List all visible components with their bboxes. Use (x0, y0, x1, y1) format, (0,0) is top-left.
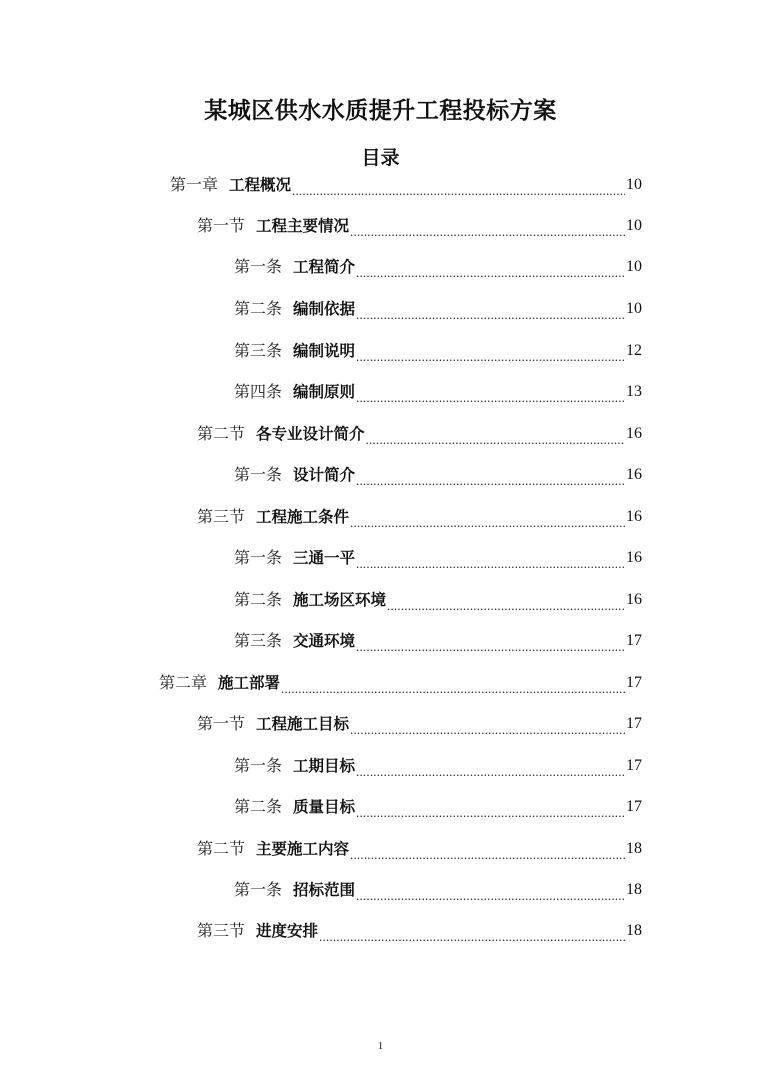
toc-entry-title: 招标范围 (293, 881, 356, 899)
toc-entry-number: 第二节 (197, 424, 246, 443)
toc-entry-number: 第二条 (234, 590, 283, 609)
toc-entry-title: 三通一平 (293, 549, 356, 567)
toc-entry[interactable] (234, 338, 642, 364)
toc-entry[interactable] (234, 587, 642, 613)
toc-leader-dots (356, 462, 625, 488)
toc-entry[interactable] (234, 545, 642, 571)
toc-entry-number: 第二条 (234, 797, 283, 816)
toc-entry-page: 16 (626, 508, 642, 525)
toc-leader-dots (281, 670, 625, 696)
toc-entry-title: 施工场区环境 (293, 591, 387, 609)
toc-entry-page: 13 (626, 383, 642, 400)
toc-leader-dots (356, 338, 625, 364)
toc-leader-dots (292, 172, 625, 198)
toc-entry-title: 工程简介 (293, 258, 356, 276)
toc-leader-dots (356, 545, 625, 571)
toc-entry[interactable] (234, 462, 642, 488)
toc-entry-title: 交通环境 (293, 632, 356, 650)
toc-entry-page: 10 (626, 258, 642, 275)
toc-entry[interactable] (197, 421, 642, 447)
toc-entry[interactable] (234, 628, 642, 654)
toc-leader-dots (350, 836, 625, 862)
toc-entry-title: 工程主要情况 (256, 217, 350, 235)
toc-entry[interactable] (159, 670, 642, 696)
toc-entry-page: 18 (626, 922, 642, 939)
toc-entry-page: 17 (626, 715, 642, 732)
toc-entry-title: 各专业设计简介 (256, 425, 365, 443)
toc-entry-title: 编制依据 (293, 300, 356, 318)
toc-entry-page: 16 (626, 466, 642, 483)
toc-entry-number: 第三条 (234, 631, 283, 650)
toc-entry-number: 第四条 (234, 382, 283, 401)
toc-leader-dots (356, 794, 625, 820)
toc-entry[interactable] (197, 918, 642, 944)
toc-entry-title: 质量目标 (293, 798, 356, 816)
toc-entry-page: 10 (626, 176, 642, 193)
toc-entry-title: 主要施工内容 (256, 840, 350, 858)
toc-entry[interactable] (234, 877, 642, 903)
toc-entry-number: 第三条 (234, 341, 283, 360)
toc-leader-dots (387, 587, 625, 613)
toc-entry-title: 工程概况 (229, 176, 292, 194)
page-number: 1 (377, 1040, 384, 1052)
toc-entry[interactable] (234, 379, 642, 405)
toc-leader-dots (350, 711, 625, 737)
toc-leader-dots (366, 421, 625, 447)
toc-entry-page: 16 (626, 549, 642, 566)
toc-entry-title: 工程施工条件 (256, 508, 350, 526)
toc-leader-dots (319, 918, 625, 944)
toc-entry-number: 第一条 (234, 465, 283, 484)
toc-entry-page: 17 (626, 757, 642, 774)
toc-entry-page: 18 (626, 840, 642, 857)
toc-entry-page: 18 (626, 881, 642, 898)
toc-entry-title: 编制原则 (293, 383, 356, 401)
toc-leader-dots (356, 379, 625, 405)
toc-entry[interactable] (234, 753, 642, 779)
toc-entry-title: 工期目标 (293, 757, 356, 775)
toc-entry-title: 进度安排 (256, 922, 319, 940)
toc-entry-number: 第一条 (234, 257, 283, 276)
toc-entry[interactable] (234, 794, 642, 820)
toc-entry-page: 16 (626, 591, 642, 608)
toc-entry[interactable] (197, 711, 642, 737)
toc-leader-dots (356, 254, 625, 280)
toc-entry-title: 工程施工目标 (256, 715, 350, 733)
toc-entry-number: 第一节 (197, 714, 246, 733)
toc-leader-dots (350, 504, 625, 530)
toc-entry-page: 17 (626, 674, 642, 691)
toc-entry[interactable] (170, 172, 642, 198)
toc-entry-page: 10 (626, 300, 642, 317)
toc-entry[interactable] (197, 213, 642, 239)
toc-leader-dots (356, 628, 625, 654)
toc-leader-dots (356, 877, 625, 903)
toc-entry[interactable] (197, 836, 642, 862)
toc-entry-number: 第一节 (197, 216, 246, 235)
toc-entry-title: 编制说明 (293, 342, 356, 360)
toc-entry[interactable] (197, 504, 642, 530)
toc-entry-page: 16 (626, 425, 642, 442)
toc-entry-page: 12 (626, 342, 642, 359)
toc-entry-number: 第一条 (234, 756, 283, 775)
toc-entry[interactable] (234, 296, 642, 322)
toc-entry-page: 10 (626, 217, 642, 234)
toc-entry[interactable] (234, 254, 642, 280)
toc-entry-title: 施工部署 (218, 674, 281, 692)
toc-entry-page: 17 (626, 798, 642, 815)
toc-entry-number: 第一条 (234, 880, 283, 899)
toc-entry-title: 设计简介 (293, 466, 356, 484)
toc-leader-dots (350, 213, 625, 239)
toc-leader-dots (356, 753, 625, 779)
toc-entry-number: 第二章 (159, 673, 208, 692)
toc-leader-dots (356, 296, 625, 322)
toc-entry-number: 第一章 (170, 175, 219, 194)
toc-heading: 目录 (361, 147, 400, 169)
document-title: 某城区供水水质提升工程投标方案 (204, 98, 557, 124)
toc-entry-number: 第三节 (197, 507, 246, 526)
toc-entry-page: 17 (626, 632, 642, 649)
toc-entry-number: 第三节 (197, 921, 246, 940)
toc-entry-number: 第一条 (234, 548, 283, 567)
toc-entry-number: 第二节 (197, 839, 246, 858)
toc-entry-number: 第二条 (234, 299, 283, 318)
